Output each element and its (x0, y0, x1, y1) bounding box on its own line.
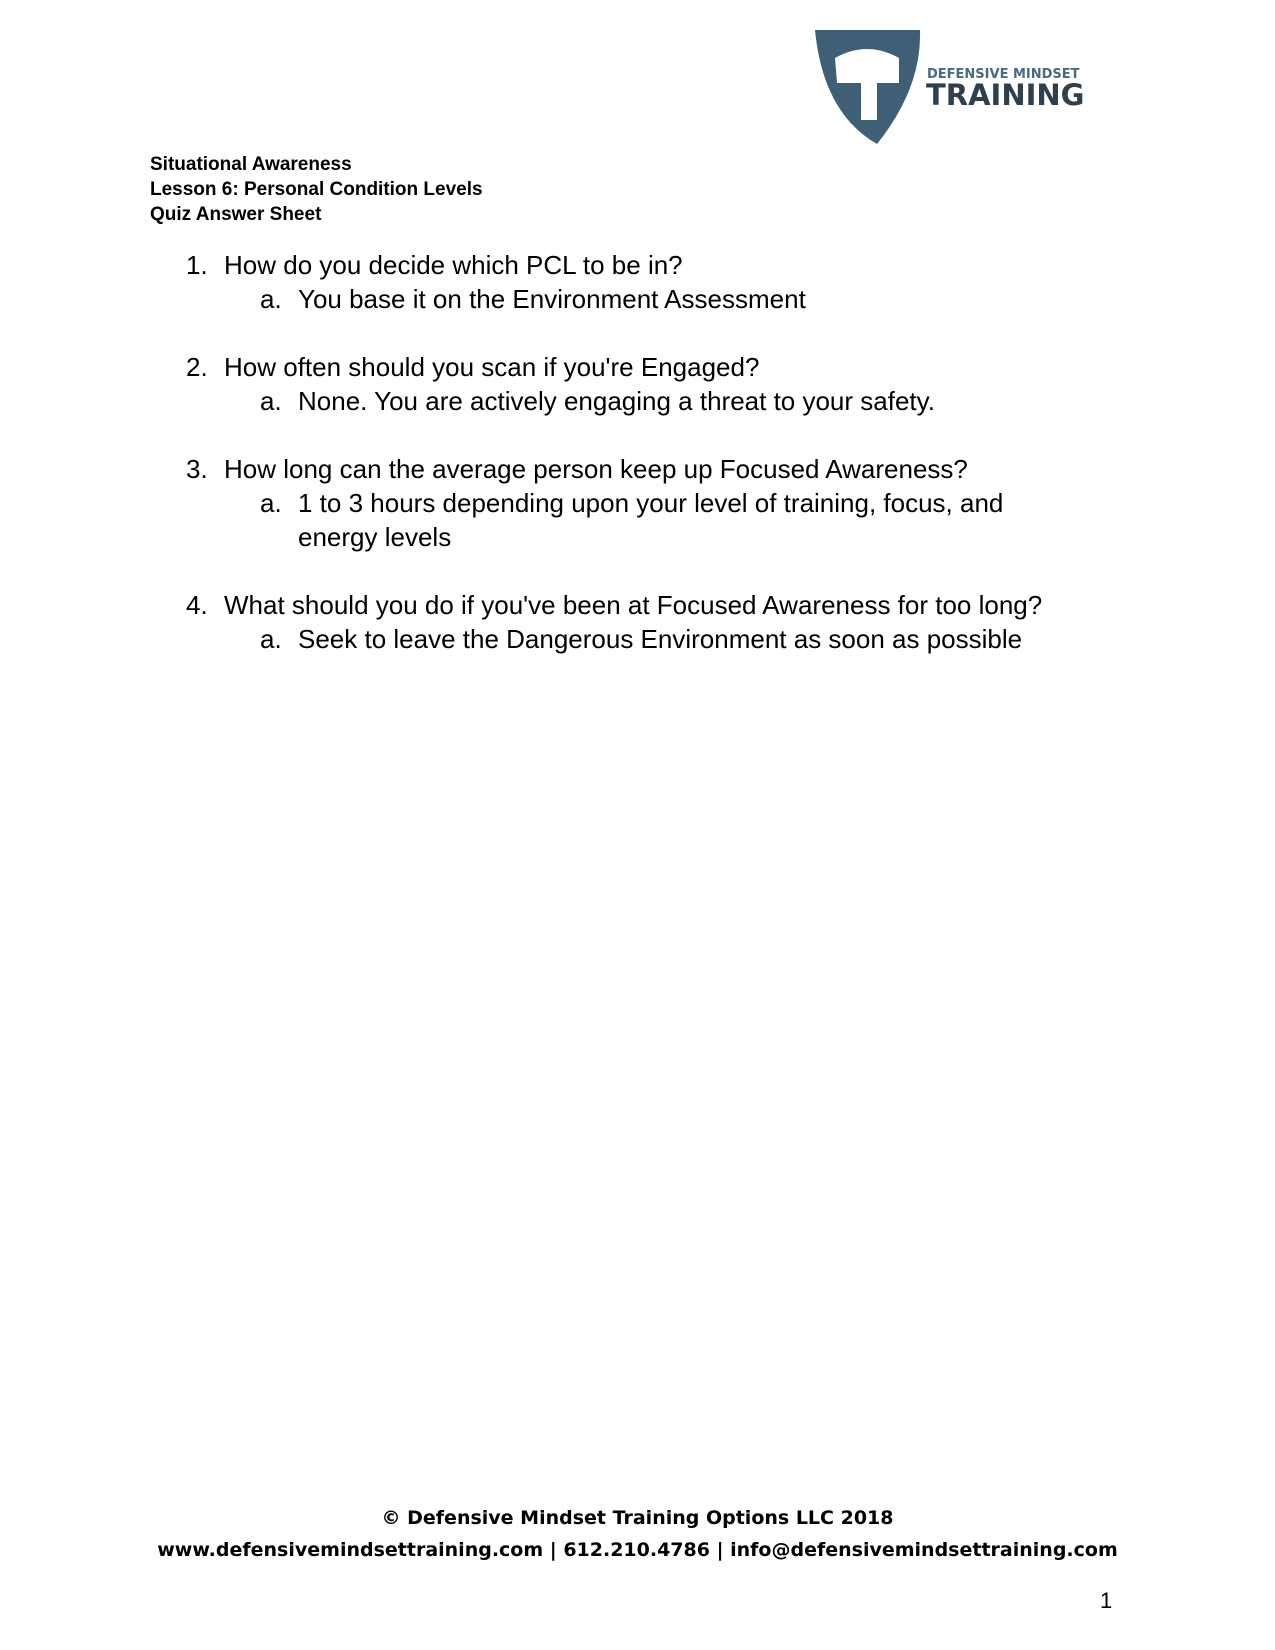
question-number: 1. (186, 250, 208, 280)
quiz-item (150, 350, 1150, 418)
sheet-title: Quiz Answer Sheet (150, 204, 322, 225)
question-text: How do you decide which PCL to be in? (224, 250, 683, 280)
page-footer (0, 1502, 1275, 1566)
answer-letter: a. (260, 284, 282, 314)
logo-line1: DEFENSIVE MINDSET (927, 67, 1080, 82)
logo-line2: TRAINING (926, 78, 1085, 112)
question-text: How often should you scan if you're Engaged? (224, 352, 760, 382)
quiz-item (150, 452, 1150, 554)
quiz-item (150, 248, 1150, 316)
answer-text: Seek to leave the Dangerous Environment as soon as possible (298, 624, 1023, 654)
question-text: How long can the average person keep up Focused Awareness? (224, 454, 968, 484)
copyright-line: © Defensive Mindset Training Options LLC 2018 (381, 1507, 894, 1529)
shield-helmet-icon (815, 28, 1105, 150)
answer-text: None. You are actively engaging a threat to your safety. (298, 386, 935, 416)
company-logo (815, 28, 1105, 150)
document-header (150, 152, 483, 227)
question-number: 4. (186, 590, 208, 620)
question-number: 3. (186, 454, 208, 484)
course-title: Situational Awareness (150, 154, 352, 175)
page-number: 1 (1100, 1588, 1113, 1613)
quiz-item (150, 588, 1150, 656)
question-number: 2. (186, 352, 208, 382)
answer-letter: a. (260, 386, 282, 416)
contact-line: www.defensivemindsettraining.com | 612.210.4786 | info@defensivemindsettraining.com (157, 1539, 1118, 1561)
lesson-title: Lesson 6: Personal Condition Levels (150, 179, 483, 200)
answer-text: 1 to 3 hours depending upon your level of training, focus, and energy levels (298, 488, 1004, 552)
answer-letter: a. (260, 488, 282, 518)
quiz-list (150, 248, 1150, 690)
answer-letter: a. (260, 624, 282, 654)
question-text: What should you do if you've been at Focused Awareness for too long? (224, 590, 1043, 620)
answer-text: You base it on the Environment Assessment (298, 284, 806, 314)
